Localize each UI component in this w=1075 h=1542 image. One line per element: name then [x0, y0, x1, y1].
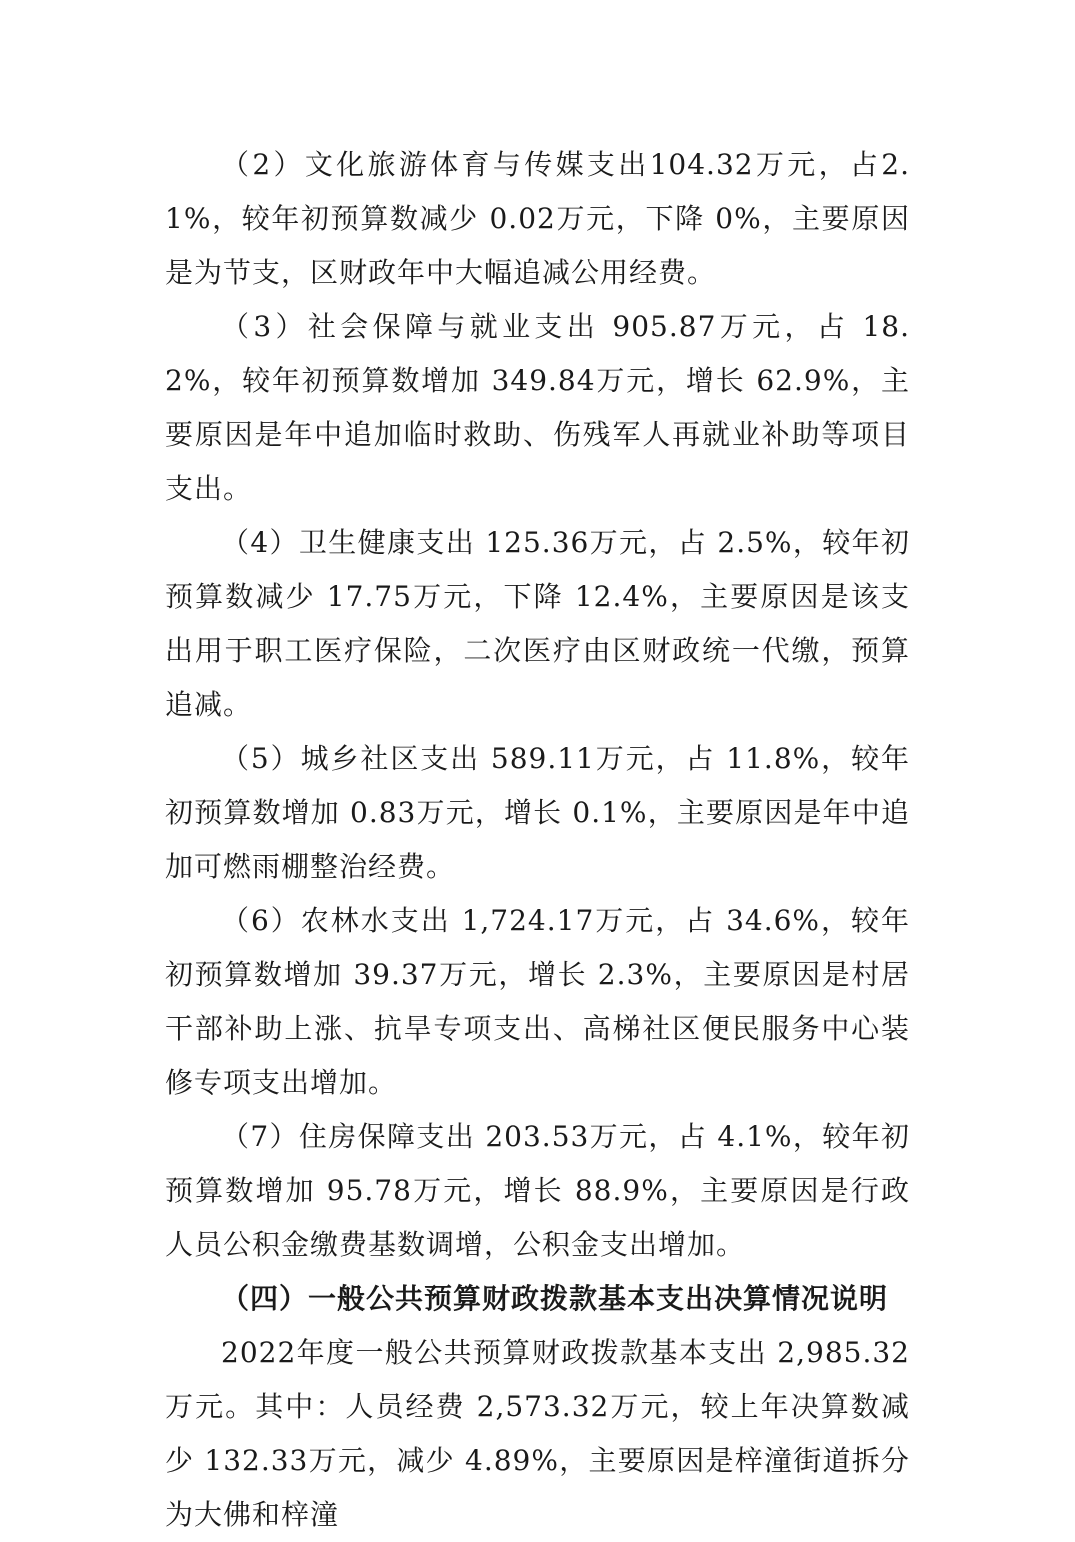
paragraph-basic-expenditure: 2022年度一般公共预算财政拨款基本支出 2,985.32万元。其中：人员经费 2,573.32万元，较上年决算数减少 132.33万元，减少 4.89%，主要原因是梓潼街道拆分为大佛和梓潼	[165, 1336, 910, 1531]
paragraph-culture-tourism: （2）文化旅游体育与传媒支出104.32万元，占2.1%，较年初预算数减少 0.02万元，下降 0%，主要原因是为节支，区财政年中大幅追减公用经费。	[165, 148, 910, 289]
paragraph-urban-rural: （5）城乡社区支出 589.11万元，占 11.8%，较年初预算数增加 0.83万元，增长 0.1%，主要原因是年中追加可燃雨棚整治经费。	[165, 742, 910, 883]
document-body	[165, 138, 910, 1542]
paragraph-social-security: （3）社会保障与就业支出 905.87万元，占 18.2%，较年初预算数增加 349.84万元，增长 62.9%，主要原因是年中追加临时救助、伤残军人再就业补助等项目支出。	[165, 310, 910, 505]
paragraph-agriculture: （6）农林水支出 1,724.17万元，占 34.6%，较年初预算数增加 39.37万元，增长 2.3%，主要原因是村居干部补助上涨、抗旱专项支出、高梯社区便民服务中心装修专项支出增加。	[165, 904, 910, 1099]
paragraph-housing: （7）住房保障支出 203.53万元，占 4.1%，较年初预算数增加 95.78万元，增长 88.9%，主要原因是行政人员公积金缴费基数调增，公积金支出增加。	[165, 1120, 910, 1261]
section-heading: （四）一般公共预算财政拨款基本支出决算情况说明	[221, 1282, 889, 1315]
paragraph-health: （4）卫生健康支出 125.36万元，占 2.5%，较年初预算数减少 17.75万元，下降 12.4%，主要原因是该支出用于职工医疗保险，二次医疗由区财政统一代缴，预算追减。	[165, 526, 910, 721]
